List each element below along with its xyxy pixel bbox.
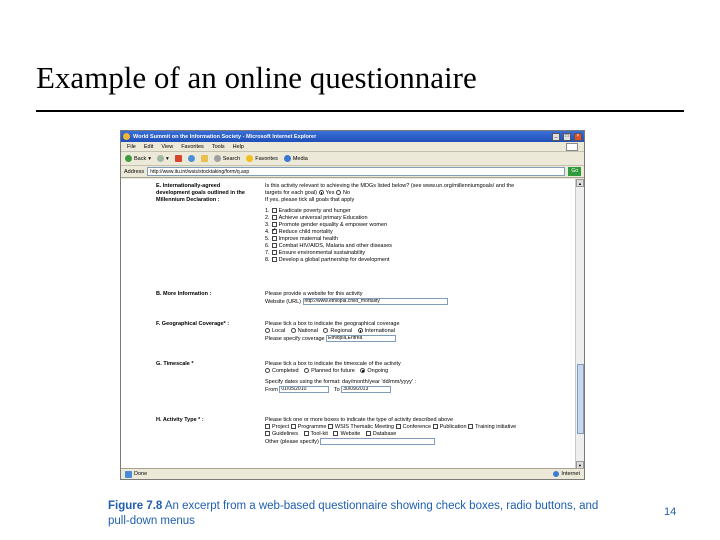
refresh-icon	[188, 155, 195, 162]
geo-specify-input[interactable]: Ethiopia,Eritrea	[326, 335, 396, 342]
title-rule	[36, 110, 684, 112]
forward-arrow-icon	[157, 155, 164, 162]
goal-item: 1. Eradicate poverty and hunger	[265, 208, 351, 214]
menu-file[interactable]: File	[127, 143, 136, 150]
browser-window	[120, 130, 585, 480]
status-text: Done	[134, 471, 148, 477]
website-input[interactable]: http://www.ethiopia.child_mortality	[303, 298, 448, 305]
geo-regional-radio[interactable]	[323, 328, 328, 333]
stop-icon	[175, 155, 182, 162]
mdg-field	[265, 183, 570, 264]
mdg-label: E. Internationally-agreed development goals outlined in the Millennium Declaration :	[156, 183, 245, 203]
goal-item: 2. Achieve universal primary Education	[265, 215, 368, 221]
page-content	[121, 179, 576, 469]
goal-label: Develop a global partnership for development	[278, 257, 390, 263]
goal-label: Ensure environmental sustainability	[278, 250, 366, 256]
goal-label: Reduce child mortality	[278, 229, 333, 235]
page-number: 14	[664, 506, 677, 518]
home-icon	[201, 155, 208, 162]
geo-national-radio[interactable]	[291, 328, 296, 333]
from-label: From	[265, 386, 278, 393]
forward-button[interactable]: ▾	[157, 155, 169, 162]
menu-edit[interactable]: Edit	[143, 143, 154, 150]
go-button[interactable]: Go	[568, 167, 581, 176]
other-input[interactable]	[320, 438, 435, 445]
website-label: Website (URL)	[265, 298, 301, 305]
figure-caption	[108, 499, 608, 529]
goal-label: Eradicate poverty and hunger	[278, 208, 351, 214]
menu-favorites[interactable]: Favorites	[181, 143, 204, 150]
back-arrow-icon	[125, 155, 132, 162]
other-label: Other (please specify)	[265, 438, 319, 445]
goal-label: Combat HIV/AIDS, Malaria and other diseases	[278, 243, 393, 249]
more-info-label: B. More Information :	[156, 291, 212, 297]
timescale-label: G. Timescale *	[156, 361, 194, 367]
timescale-ongoing-radio[interactable]	[360, 368, 365, 373]
menu-view[interactable]: View	[161, 143, 174, 150]
caption-label: Figure 7.8	[108, 500, 163, 512]
activity-guidelines-checkbox[interactable]	[265, 431, 270, 436]
to-label: To	[333, 386, 340, 393]
address-bar	[121, 166, 584, 178]
mdg-question: Is this activity relevant to achieving the MDGs listed below? (see www.un.org/millenniumgoals/ and the	[265, 183, 515, 189]
goal-label: Promote gender equality & empower women	[278, 222, 388, 228]
activity-database-checkbox[interactable]	[366, 431, 371, 436]
goals-list	[265, 208, 570, 264]
timescale-question: Please tick a box to indicate the timescale of the activity	[265, 361, 401, 367]
toolbar	[121, 152, 584, 166]
window-title: World Summit on the Information Society - Microsoft Internet Explorer	[133, 133, 317, 140]
to-date-input[interactable]: 30/09/2013	[341, 386, 391, 393]
slide-title: Example of an online questionnaire	[36, 60, 477, 95]
geo-options: Local National Regional International	[265, 328, 570, 335]
menu-help[interactable]: Help	[232, 143, 244, 150]
ie-icon	[123, 133, 130, 140]
activity-website-checkbox[interactable]	[333, 431, 338, 436]
minimize-icon[interactable]: _	[552, 133, 560, 141]
goal-item: 5. Improve maternal health	[265, 236, 338, 242]
goal-label: Achieve universal primary Education	[278, 215, 368, 221]
dates-question: Specify dates using the format: day/month/year 'dd/mm/yyyy' :	[265, 379, 416, 385]
goal-item: 6. Combat HIV/AIDS, Malaria and other diseases	[265, 243, 393, 249]
geo-international-radio[interactable]	[358, 328, 363, 333]
goal-checkbox[interactable]	[272, 208, 277, 213]
scroll-up-icon[interactable]: ▲	[576, 179, 584, 187]
activity-toolkit-checkbox[interactable]	[304, 431, 309, 436]
home-button[interactable]	[201, 155, 208, 162]
back-button[interactable]: Back ▾	[125, 155, 151, 162]
vertical-scrollbar[interactable]	[575, 179, 584, 469]
goal-checkbox[interactable]	[272, 229, 277, 234]
activity-conference-checkbox[interactable]	[396, 424, 401, 429]
goal-checkbox[interactable]	[272, 215, 277, 220]
windows-flag-icon	[566, 143, 578, 151]
goal-item: 7. Ensure environmental sustainability	[265, 250, 366, 256]
favorites-button[interactable]: Favorites	[246, 155, 278, 162]
status-bar	[121, 468, 584, 479]
activity-question: Please tick one or more boxes to indicate the type of activity described above	[265, 417, 454, 423]
activity-programme-checkbox[interactable]	[291, 424, 296, 429]
menu-tools[interactable]: Tools	[211, 143, 225, 150]
scroll-down-icon[interactable]: ▼	[576, 461, 584, 469]
mdg-yes-radio[interactable]	[319, 190, 324, 195]
mdg-tick-instruction: If yes, please tick all goals that apply	[265, 197, 355, 203]
stop-button[interactable]	[175, 155, 182, 162]
search-icon	[214, 155, 221, 162]
goal-item: 8. Develop a global partnership for development	[265, 257, 390, 263]
activity-training-checkbox[interactable]	[468, 424, 473, 429]
geo-question: Please tick a box to indicate the geographical coverage	[265, 321, 400, 327]
address-input[interactable]: http://www.itu.int/wsis/stocktaking/form/q.asp	[147, 167, 565, 176]
caption-text: An excerpt from a web-based questionnaire showing check boxes, radio buttons, and pull-down menus	[108, 500, 599, 527]
goal-item: 4.✓ Reduce child mortality	[265, 229, 570, 236]
maximize-icon[interactable]: □	[563, 133, 571, 141]
mdg-no-radio[interactable]	[336, 190, 341, 195]
timescale-completed-radio[interactable]	[265, 368, 270, 373]
activity-publication-checkbox[interactable]	[433, 424, 438, 429]
geo-local-radio[interactable]	[265, 328, 270, 333]
goal-checkbox[interactable]	[272, 243, 277, 248]
geo-specify-label: Please specify coverage	[265, 335, 325, 342]
geo-label: F. Geographical Coverage* :	[156, 321, 230, 327]
media-icon	[284, 155, 291, 162]
globe-icon	[553, 471, 559, 477]
from-date-input[interactable]: 01/05/2010	[279, 386, 329, 393]
timescale-options: Completed Planned for future Ongoing	[265, 368, 570, 375]
goal-checkbox[interactable]	[272, 250, 277, 255]
more-info-question: Please provide a website for this activity	[265, 291, 363, 297]
goal-checkbox[interactable]	[272, 257, 277, 262]
goal-label: Improve maternal health	[278, 236, 338, 242]
activity-row-2: Guidelines Tool-kit Website Database	[265, 431, 570, 438]
menu-bar	[121, 142, 584, 152]
search-button[interactable]: Search	[214, 155, 240, 162]
activity-thematic-meeting-checkbox[interactable]	[328, 424, 333, 429]
activity-row-1: Project Programme WSIS Thematic Meeting Conference Publication Training initiative	[265, 424, 570, 431]
timescale-planned-radio[interactable]	[304, 368, 309, 373]
page-icon	[125, 471, 132, 478]
scroll-thumb[interactable]	[577, 364, 584, 434]
goal-item: 3. Promote gender equality & empower women	[265, 222, 388, 228]
mdg-yes-no: targets for each goal) Yes No	[265, 190, 351, 196]
activity-label: H. Activity Type * :	[156, 417, 204, 423]
media-button[interactable]: Media	[284, 155, 308, 162]
address-label: Address	[124, 168, 145, 175]
goal-checkbox[interactable]	[272, 236, 277, 241]
star-icon	[246, 155, 253, 162]
activity-project-checkbox[interactable]	[265, 424, 270, 429]
window-titlebar	[121, 131, 584, 142]
close-icon[interactable]: ×	[574, 133, 582, 141]
zone-indicator: Internet	[553, 471, 580, 477]
refresh-button[interactable]	[188, 155, 195, 162]
